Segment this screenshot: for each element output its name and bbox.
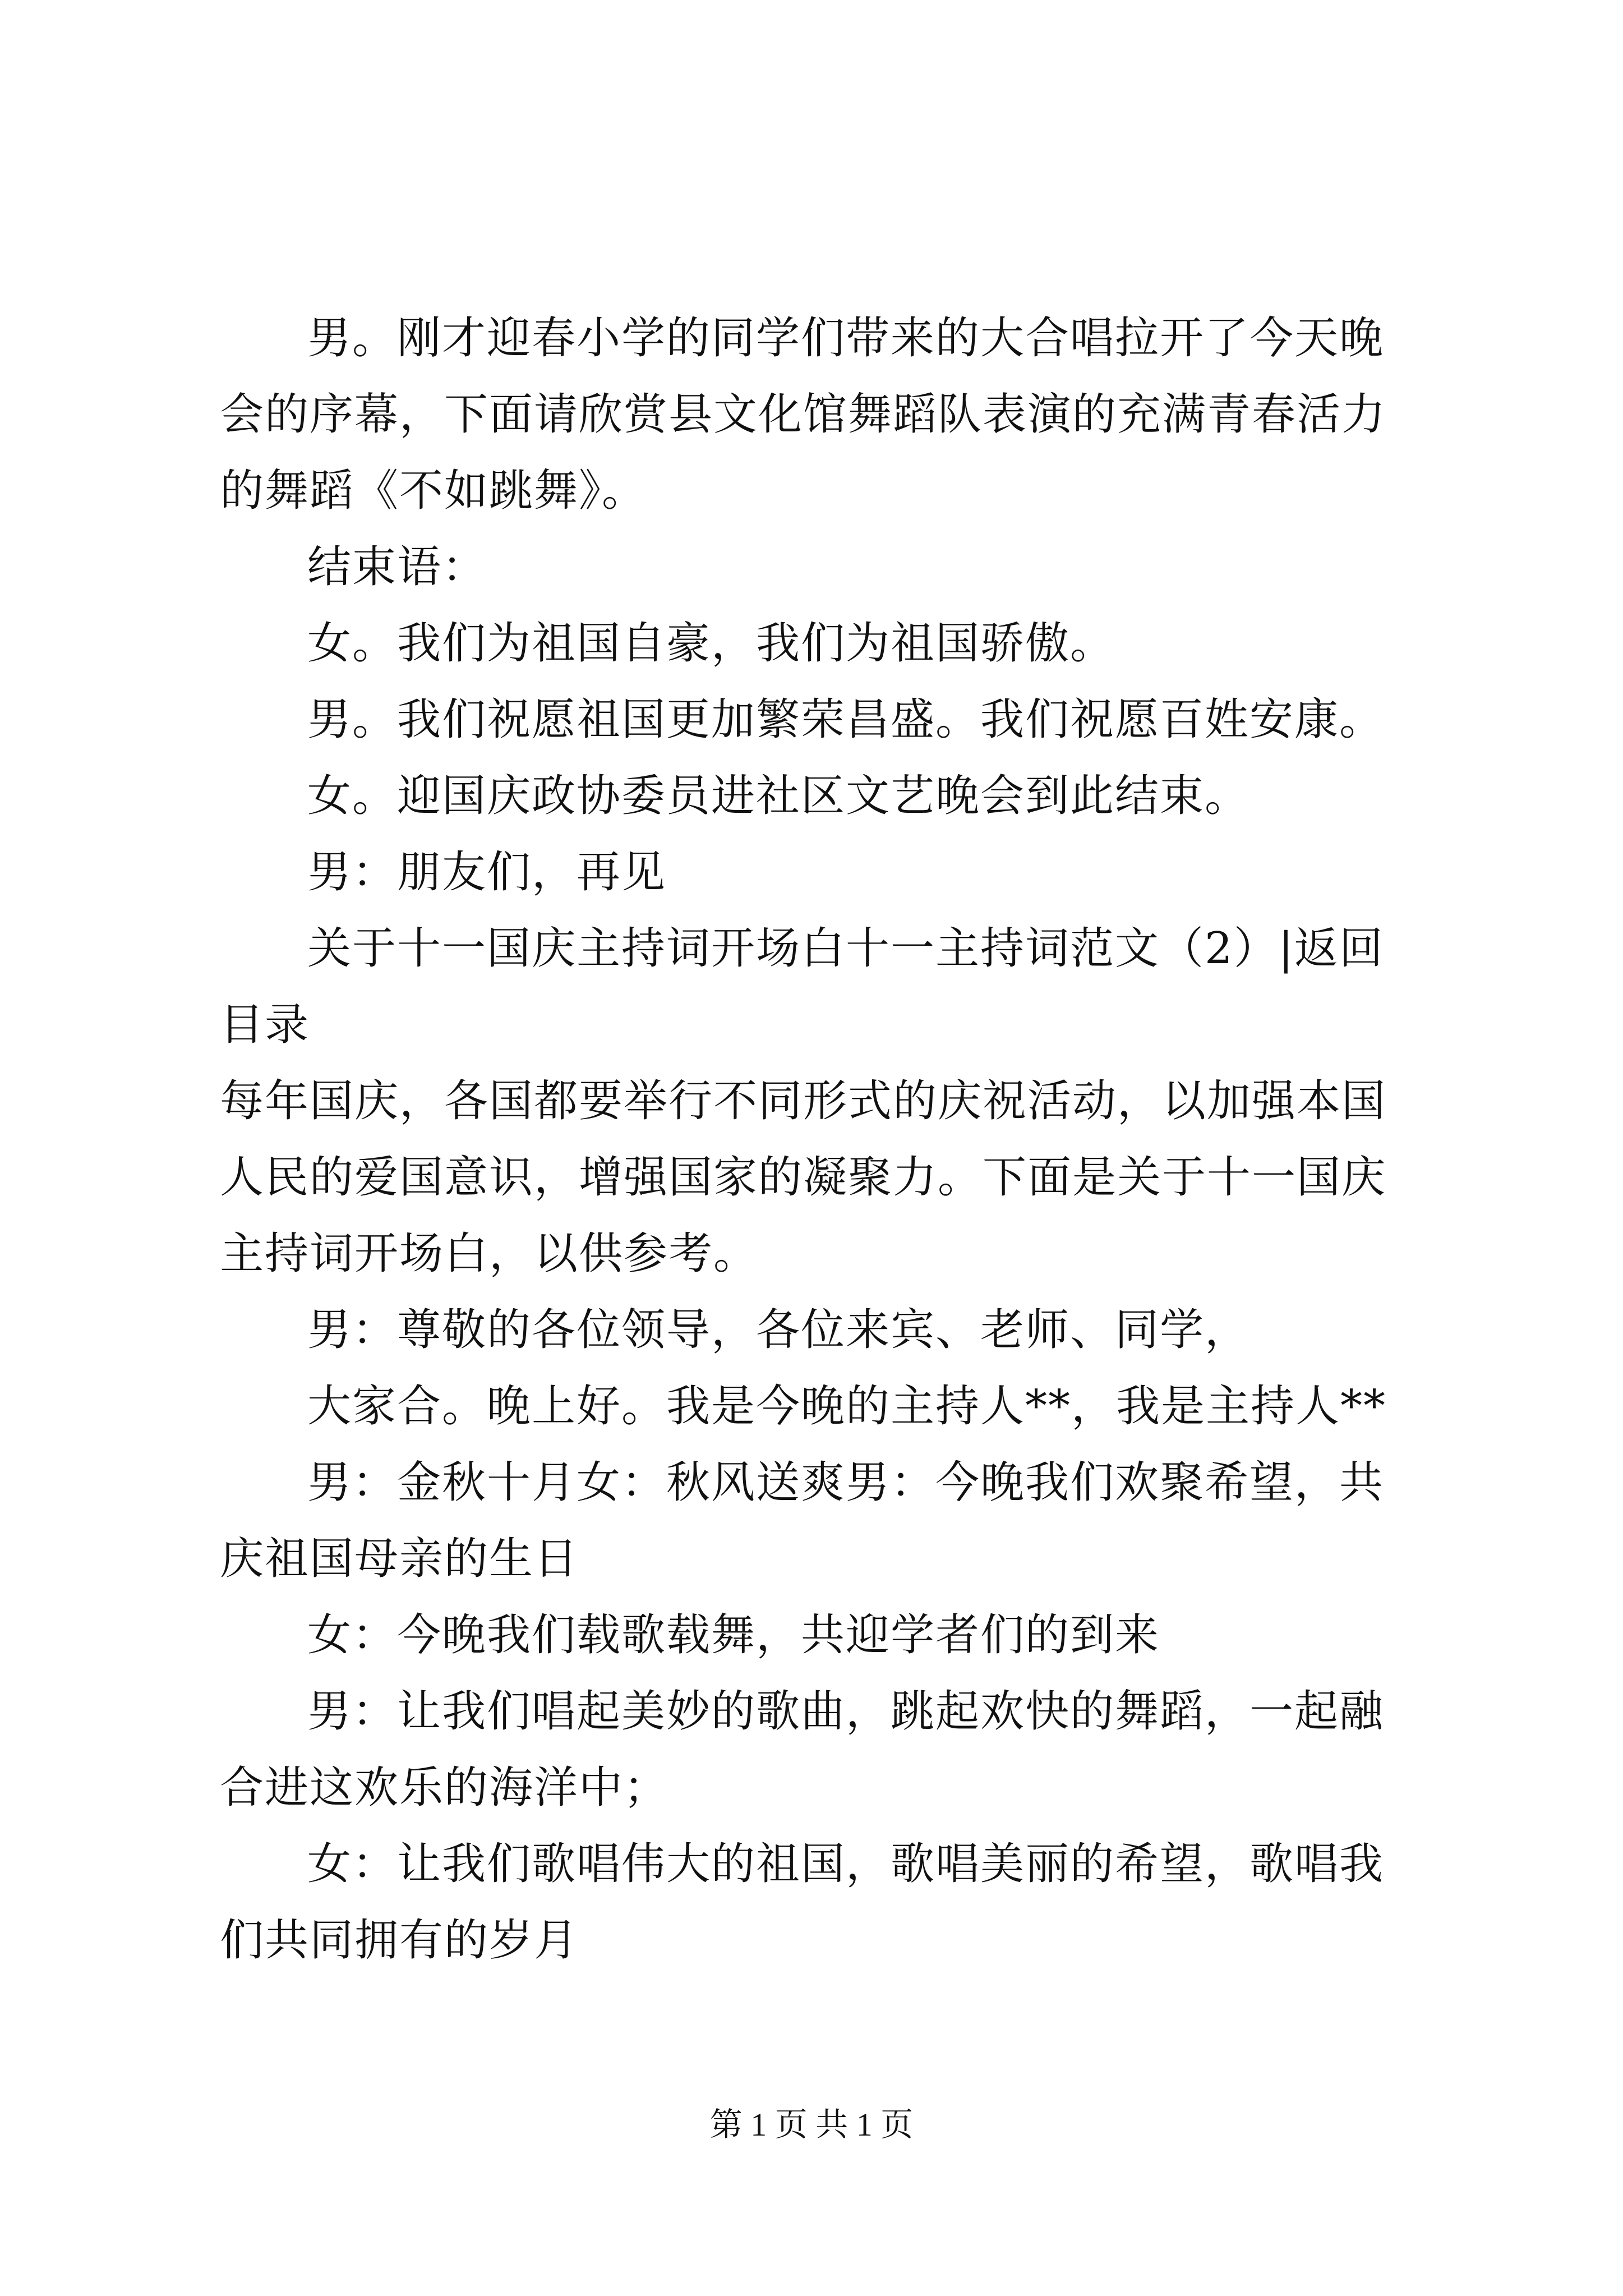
paragraph: 女：让我们歌唱伟大的祖国，歌唱美丽的希望，歌唱我们共同拥有的岁月 — [220, 1839, 1385, 1966]
paragraph: 男。我们祝愿祖国更加繁荣昌盛。我们祝愿百姓安康。 — [307, 694, 1385, 745]
page-number-label: 第 1 页 共 1 页 — [709, 2106, 914, 2143]
paragraph: 大家合。晚上好。我是今晚的主持人**，我是主持人** — [307, 1381, 1387, 1432]
document-body — [220, 300, 1420, 1978]
paragraph: 男：尊敬的各位领导，各位来宾、老师、同学， — [307, 1305, 1250, 1355]
paragraph: 每年国庆，各国都要举行不同形式的庆祝活动，以加强本国人民的爱国意识，增强国家的凝聚力。下面是关于十一国庆主持词开场白，以供参考。 — [220, 1076, 1387, 1279]
section-heading: 关于十一国庆主持词开场白十一主持词范文（2）|返回目录 — [220, 923, 1384, 1050]
paragraph: 女。我们为祖国自豪，我们为祖国骄傲。 — [307, 618, 1115, 669]
page-footer — [0, 2102, 1623, 2147]
paragraph: 男：让我们唱起美妙的歌曲，跳起欢快的舞蹈，一起融合进这欢乐的海洋中； — [220, 1686, 1385, 1813]
paragraph: 女：今晚我们载歌载舞，共迎学者们的到来 — [307, 1610, 1160, 1660]
paragraph: 男：朋友们，再见 — [307, 847, 667, 898]
paragraph: 男。刚才迎春小学的同学们带来的大合唱拉开了今天晚会的序幕，下面请欣赏县文化馆舞蹈队表演的充满青春活力的舞蹈《不如跳舞》。 — [220, 313, 1387, 516]
paragraph: 女。迎国庆政协委员进社区文艺晚会到此结束。 — [307, 771, 1250, 821]
paragraph: 结束语： — [307, 542, 487, 592]
paragraph: 男：金秋十月女：秋风送爽男：今晚我们欢聚希望，共庆祖国母亲的生日 — [220, 1457, 1385, 1584]
